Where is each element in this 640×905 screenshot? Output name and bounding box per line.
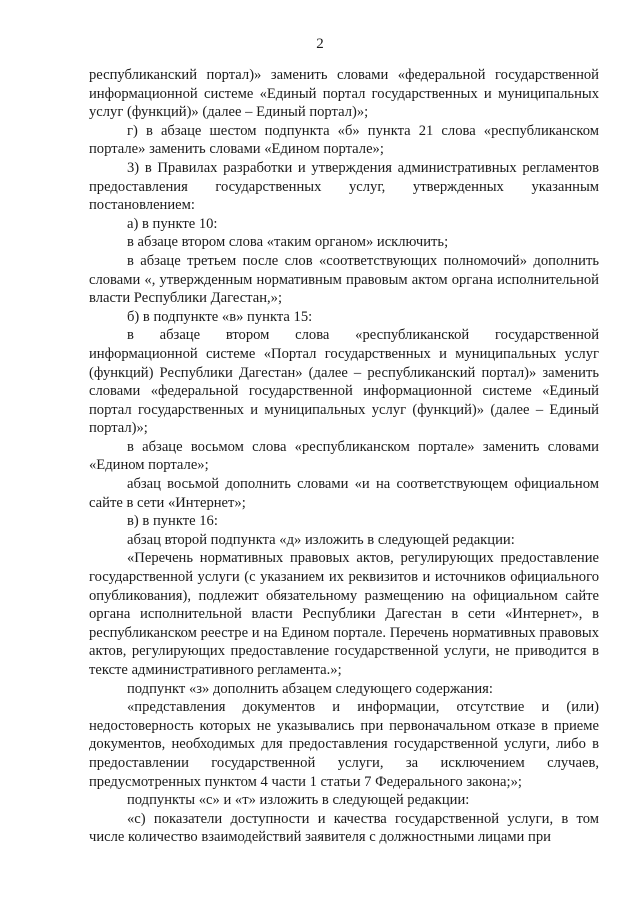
paragraph-16: подпункты «с» и «т» изложить в следующей редакции: [127, 792, 470, 809]
paragraph-4: а) в пункте 10: [127, 215, 218, 232]
paragraph-8: в абзаце втором слова «республиканской государственной информационной системе «Портал государственных и муниципальных услуг (функций) Республики Дагестан» (далее – республиканский портал)» заменить словами «федеральной государственной информационной системе «Единый портал государственных и муниципальных услуг (функций)» (далее – Единый портал)»; [89, 327, 599, 437]
paragraph-17: «с) показатели доступности и качества государственной услуги, в том числе количество взаимодействий заявителя с должностными лицами при [89, 810, 599, 846]
paragraph-5: в абзаце втором слова «таким органом» исключить; [127, 234, 449, 251]
paragraph-14: подпункт «з» дополнить абзацем следующего содержания: [127, 680, 493, 697]
paragraph-2: г) в абзаце шестом подпункта «б» пункта 21 слова «республиканском портале» заменить словами «Едином портале»; [89, 122, 599, 158]
paragraph-13: «Перечень нормативных правовых актов, регулирующих предоставление государственной услуги (с указанием их реквизитов и источников официального опубликования), подлежит обязательному размещению на официальном сайте органа исполнительной власти Республики Дагестан в сети «Интернет», в республиканском реестре и на Едином портале. Перечень нормативных правовых актов, регулирующих предоставление государственной услуги, не приводится в тексте административного регламента.»; [89, 550, 599, 678]
paragraph-3: 3) в Правилах разработки и утверждения административных регламентов предоставления государственных услуг, утвержденных указанным постановлением: [89, 159, 599, 214]
paragraph-9: в абзаце восьмом слова «республиканском портале» заменить словами «Едином портале»; [89, 438, 599, 474]
paragraph-7: б) в подпункте «в» пункта 15: [127, 308, 313, 325]
paragraph-15: «представления документов и информации, отсутствие и (или) недостоверность которых не указывались при первоначальном отказе в приеме документов, необходимых для предоставления государственной услуги, либо в предоставлении государственной услуги, за исключением случаев, предусмотренных пунктом 4 части 1 статьи 7 Федерального закона;»; [89, 699, 599, 790]
paragraph-1: республиканский портал)» заменить словами «федеральной государственной информационной системе «Единый портал государственных и муниципальных услуг (функций)» (далее – Единый портал)»; [89, 67, 599, 121]
paragraph-12: абзац второй подпункта «д» изложить в следующей редакции: [127, 531, 515, 548]
paragraph-10: абзац восьмой дополнить словами «и на соответствующем официальном сайте в сети «Интернет»; [89, 476, 599, 511]
paragraph-11: в) в пункте 16: [127, 513, 218, 530]
document-body [89, 66, 599, 847]
page-number: 2 [316, 36, 324, 52]
paragraph-6: в абзаце третьем после слов «соответствующих полномочий» дополнить словами «, утвержденным нормативным правовым актом органа исполнительной власти Республики Дагестан,»; [89, 252, 599, 307]
